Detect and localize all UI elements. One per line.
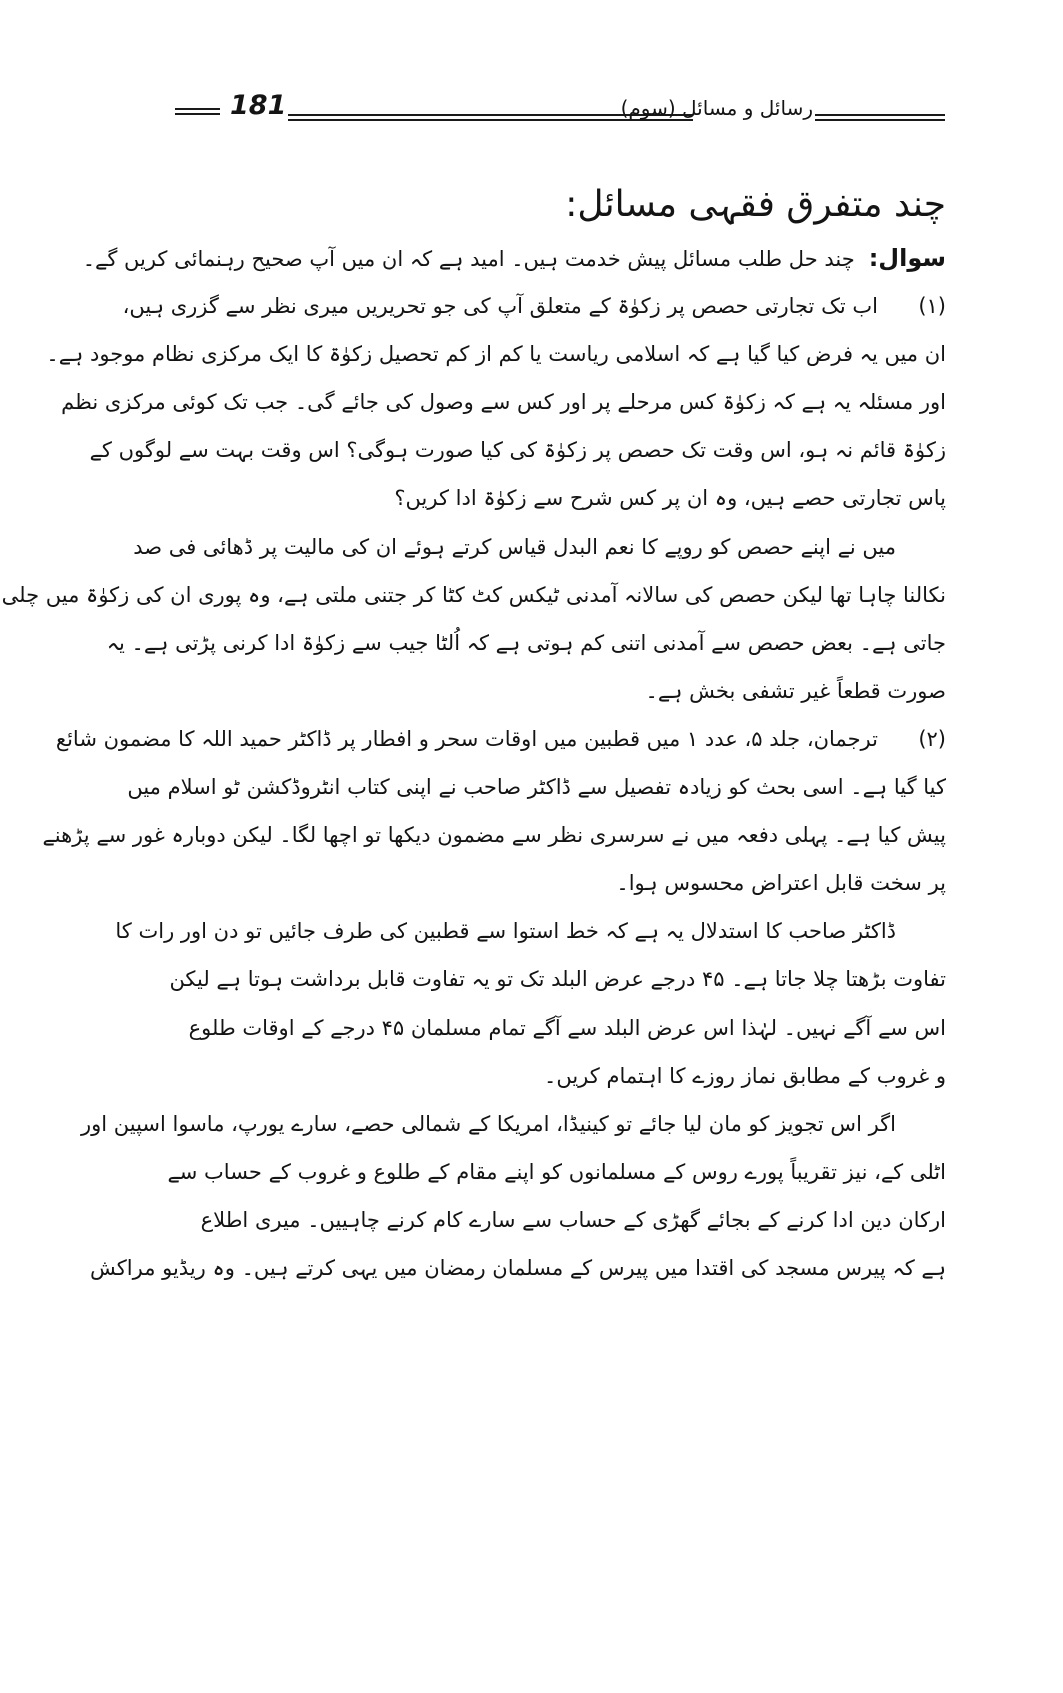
- item2-line-3: پیش کیا ہے۔ پہلی دفعہ میں نے سرسری نظر سے مضمون دیکھا تو اچھا لگا۔ لیکن دوبارہ غور سے پڑھنے: [42, 823, 946, 848]
- item1-para2-line-3: جاتی ہے۔ بعض حصص سے آمدنی اتنی کم ہوتی ہے کہ اُلٹا جیب سے زکوٰۃ ادا کرنی پڑتی ہے۔ یہ: [106, 630, 946, 655]
- item2-number: (۲): [918, 726, 946, 751]
- running-header: [175, 88, 945, 138]
- item2-para2-line-3: اس سے آگے نہیں۔ لہٰذا اس عرض البلد سے آگے تمام مسلمان ۴۵ درجے کے اوقات طلوع: [188, 1015, 946, 1040]
- paragraph-text: ترجمان، جلد ۵، عدد ۱ میں قطبین میں اوقات سحر و افطار پر ڈاکٹر حمید اللہ کا مضمون شائع: [55, 726, 878, 751]
- item2-para3-line-2: اٹلی کے، نیز تقریباً پورے روس کے مسلمانوں کو اپنے مقام کے طلوع و غروب کے حساب سے: [167, 1159, 946, 1184]
- item2-line-4: پر سخت قابل اعتراض محسوس ہوا۔: [616, 871, 946, 896]
- item1-line-2: ان میں یہ فرض کیا گیا ہے کہ اسلامی ریاست یا کم از کم تحصیل زکوٰۃ کا ایک مرکزی نظام موجود ہے۔: [46, 342, 946, 367]
- item2-para2-line-4: و غروب کے مطابق نماز روزے کا اہتمام کریں۔: [544, 1063, 946, 1088]
- paragraph-text: اب تک تجارتی حصص پر زکوٰۃ کے متعلق آپ کی جو تحریریں میری نظر سے گزری ہیں،: [122, 294, 878, 319]
- item1-para2-line-1: میں نے اپنے حصص کو روپے کا نعم البدل قیاس کرتے ہوئے ان کی مالیت پر ڈھائی فی صد: [133, 534, 896, 559]
- question-label: سوال:: [868, 244, 946, 272]
- item1-para2-line-4: صورت قطعاً غیر تشفی بخش ہے۔: [645, 678, 946, 703]
- page-number: 181: [230, 90, 287, 121]
- item2-para2-line-2: تفاوت بڑھتا چلا جاتا ہے۔ ۴۵ درجے عرض البلد تک تو یہ تفاوت قابل برداشت ہوتا ہے لیکن: [169, 967, 946, 992]
- item1-para2-line-2: نکالنا چاہا تھا لیکن حصص کی سالانہ آمدنی ٹیکس کٹ کٹا کر جتنی ملتی ہے، وہ پوری ان کی زکوٰۃ میں چلی: [1, 582, 946, 607]
- item2-line-1: [55, 725, 946, 773]
- item1-number: (۱): [918, 294, 946, 319]
- item1-line-1: [122, 292, 946, 340]
- item1-line-4: زکوٰۃ قائم نہ ہو، اس وقت تک حصص پر زکوٰۃ کی کیا صورت ہوگی؟ اس وقت بہت سے لوگوں کے: [89, 438, 946, 463]
- item2-line-2: کیا گیا ہے۔ اسی بحث کو زیادہ تفصیل سے ڈاکٹر صاحب نے اپنی کتاب انٹروڈکشن ٹو اسلام میں: [127, 775, 946, 800]
- section-heading: چند متفرق فقہی مسائل:: [565, 184, 946, 225]
- item2-para3-line-1: اگر اس تجویز کو مان لیا جائے تو کینیڈا، امریکا کے شمالی حصے، سارے یورپ، ماسوا اسپین اور: [80, 1111, 896, 1136]
- running-title: رسائل و مسائل (سوم): [620, 96, 813, 120]
- page-body: [1, 180, 946, 1302]
- question-line: [82, 244, 946, 292]
- header-rule-left: [175, 108, 220, 115]
- question-intro: چند حل طلب مسائل پیش خدمت ہیں۔ امید ہے کہ ان میں آپ صحیح رہنمائی کریں گے۔: [82, 247, 855, 271]
- item1-line-5: پاس تجارتی حصے ہیں، وہ ان پر کس شرح سے زکوٰۃ ادا کریں؟: [394, 486, 946, 511]
- item2-para3-line-3: ارکان دین ادا کرنے کے بجائے گھڑی کے حساب سے سارے کام کرنے چاہییں۔ میری اطلاع: [200, 1207, 946, 1232]
- header-rule-right: [815, 114, 945, 121]
- item2-para3-line-4: ہے کہ پیرس مسجد کی اقتدا میں پیرس کے مسلمان رمضان میں یہی کرتے ہیں۔ وہ ریڈیو مراکش: [90, 1255, 946, 1280]
- item2-para2-line-1: ڈاکٹر صاحب کا استدلال یہ ہے کہ خط استوا سے قطبین کی طرف جائیں تو دن اور رات کا: [115, 919, 896, 944]
- item1-line-3: اور مسئلہ یہ ہے کہ زکوٰۃ کس مرحلے پر اور کس سے وصول کی جائے گی۔ جب تک کوئی مرکزی نظم: [61, 390, 946, 415]
